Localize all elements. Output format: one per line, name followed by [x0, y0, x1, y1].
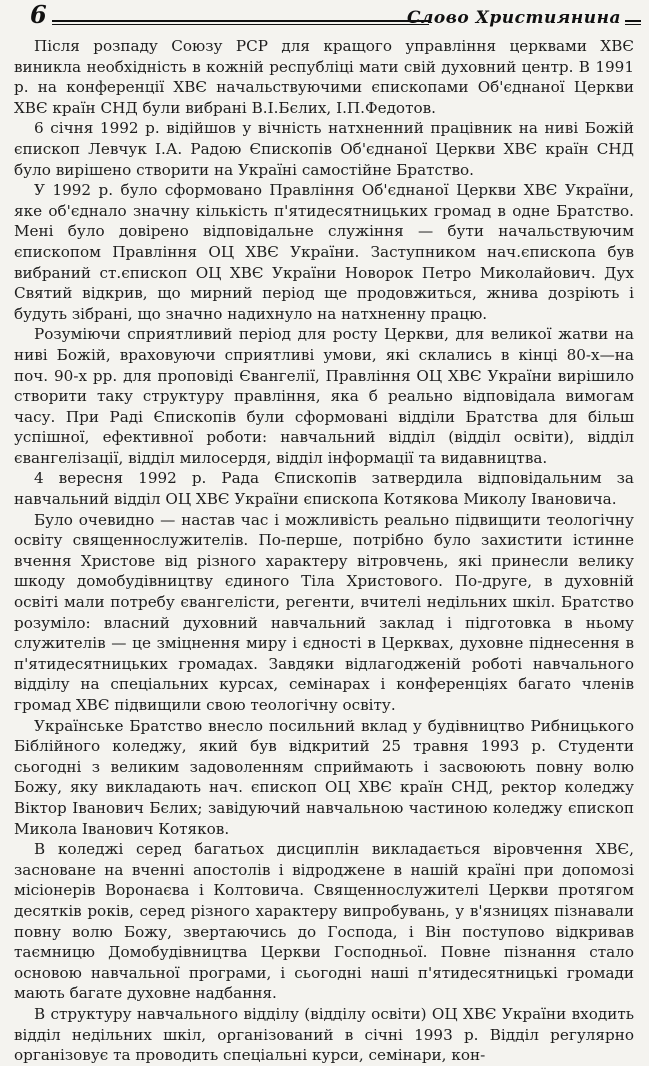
- header-rule: [52, 20, 429, 25]
- paragraph: Після розпаду Союзу РСР для кращого управління церквами ХВЄ виникла необхідність в кожній республіці мати свій духовний центр. В 1991 р. на конференції ХВЄ начальствуючими єпископами Об'єднаної Церкви ХВЄ країн СНД були вибрані В.І.Бєлих, І.П.Федотов.: [14, 37, 634, 117]
- paragraph: В структуру навчального відділу (відділу освіти) ОЦ ХВЄ України входить відділ недільних шкіл, організований в січні 1993 р. Відділ регулярно організовує та проводить спеціальні курси, семінари, кон-: [14, 1004, 634, 1065]
- paragraph: Розуміючи сприятливий період для росту Церкви, для великої жатви на ниві Божій, враховуючи сприятливі умови, які склались в кінці 80-х—на поч. 90-х рр. для проповіді Євангелії, Правління ОЦ ХВЄ України вирішило створити таку структуру правління, яка б реально відповідала вимогам часу. При Раді Єпископів були сформовані відділи Братства для більш успішної, ефективної роботи: навчальний відділ (відділ освіти), відділ євангелізації, відділ милосердя, відділ інформації та видавництва.: [14, 325, 634, 467]
- header-rule-end: [625, 20, 641, 25]
- article-body: [14, 36, 634, 1066]
- paragraph: В коледжі серед багатьох дисциплін викладається віровчення ХВЄ, засноване на вченні апостолів і відроджене в нашій країні при допомозі місіонерів Воронаєва і Колтовича. Священнослужителі Церкви протягом десятків років, серед різного характеру випробувань, у в'язницях пізнавали повну волю Божу, звертаючись до Господа, і Він поступово відкривав таємницю Домобудівництва Церкви Господньої. Повне пізнання стало основою навчальної програми, і сьогодні наші п'ятидесятницькі громади мають багате духовне надбання.: [14, 840, 634, 1003]
- paragraph: 4 вересня 1992 р. Рада Єпископів затвердила відповідальним за навчальний відділ ОЦ ХВЄ України єпископа Котякова Миколу Івановича.: [14, 469, 634, 509]
- page-header: [30, 0, 641, 32]
- paragraph: 6 січня 1992 р. відійшов у вічність натхненний працівник на ниві Божій єпископ Левчук І.А. Радою Єпископів Об'єднаної Церкви ХВЄ країн СНД було вирішено створити на Україні самостійне Братство.: [14, 119, 634, 179]
- journal-title: Слово Християнина: [406, 8, 621, 28]
- page-number: 6: [30, 0, 47, 29]
- paragraph: У 1992 р. було сформовано Правління Об'єднаної Церкви ХВЄ України, яке об'єднало значну кількість п'ятидесятницьких громад в одне Братство. Мені було довірено відповідальне служіння — бути начальствуючим єпископом Правління ОЦ ХВЄ України. Заступником нач.єпископа був вибраний ст.єпископ ОЦ ХВЄ України Новорок Петро Миколайович. Дух Святий відкрив, що мирний період ще продовжиться, жнива дозріють і будуть зібрані, що значно надихнуло на натхненну працю.: [14, 181, 634, 323]
- paragraph: Було очевидно — настав час і можливість реально підвищити теологічну освіту священнослужителів. По-перше, потрібно було захистити істинне вчення Христове від різного характеру вітровчень, які принесли велику шкоду домобудівництву єдиного Тіла Христового. По-друге, в духовній освіті мали потребу євангелісти, регенти, вчителі недільних шкіл. Братство розуміло: власний духовний навчальний заклад і підготовка в ньому служителів — це зміцнення миру і єдності в Церквах, духовне піднесення в п'ятидесятницьких громадах. Завдяки відлагодженій роботі навчального відділу на спеціальних курсах, семінарах і конференціях багато членів громад ХВЄ підвищили свою теологічну освіту.: [14, 510, 634, 714]
- paragraph: Українське Братство внесло посильний вклад у будівництво Рибницького Біблійного коледжу, який був відкритий 25 травня 1993 р. Студенти сьогодні з великим задоволенням сприймають і засвоюють повну волю Божу, яку викладають нач. єпископ ОЦ ХВЄ країн СНД, ректор коледжу Віктор Іванович Бєлих; завідуючий навчальною частиною коледжу єпископ Микола Іванович Котяков.: [14, 716, 634, 838]
